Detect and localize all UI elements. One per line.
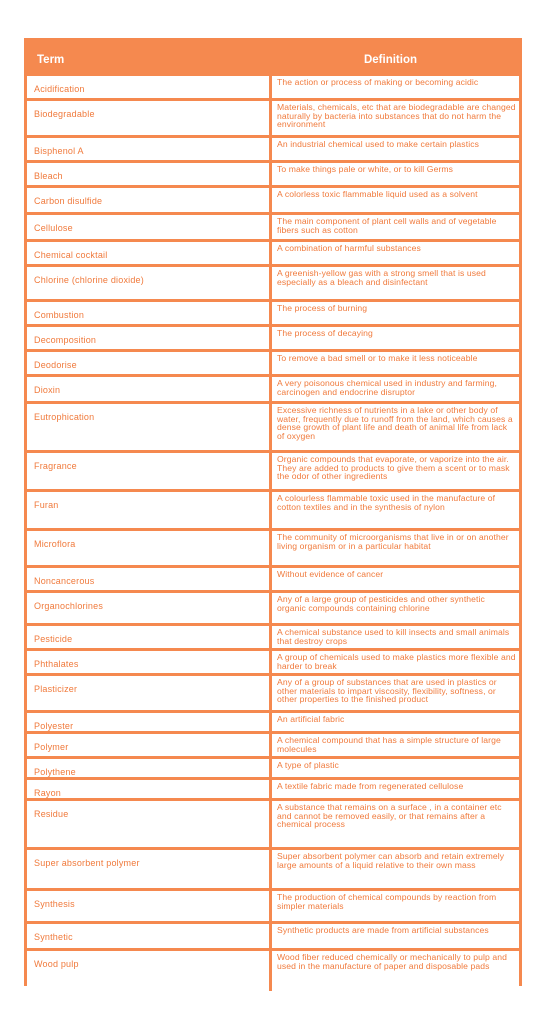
definition-cell: To make things pale or white, or to kill Germs bbox=[272, 163, 519, 185]
definition-cell: An artificial fabric bbox=[272, 713, 519, 731]
definition-cell: Any of a group of substances that are used in plastics or other materials to impart viscosity, flexibility, softness, or other properties to the finished product bbox=[272, 676, 519, 710]
table-row bbox=[27, 626, 519, 648]
definition-cell: Organic compounds that evaporate, or vaporize into the air. They are added to products to give them a scent or to mask the odor of other ingredients bbox=[272, 453, 519, 489]
table-row bbox=[27, 713, 519, 731]
table-row bbox=[27, 215, 519, 239]
table-row bbox=[27, 531, 519, 565]
definition-cell: A combination of harmful substances bbox=[272, 242, 519, 264]
table-row bbox=[27, 302, 519, 324]
term-cell: Polyester bbox=[27, 713, 272, 731]
table-row bbox=[27, 891, 519, 921]
term-cell: Plasticizer bbox=[27, 676, 272, 710]
definition-cell: A textile fabric made from regenerated cellulose bbox=[272, 780, 519, 798]
definition-cell: The action or process of making or becoming acidic bbox=[272, 76, 519, 98]
definition-cell: A colorless toxic flammable liquid used as a solvent bbox=[272, 188, 519, 212]
definition-cell: A greenish-yellow gas with a strong smell that is used especially as a bleach and disinfectant bbox=[272, 267, 519, 299]
term-cell: Bisphenol A bbox=[27, 138, 272, 160]
glossary-rows bbox=[27, 76, 519, 991]
term-cell: Noncancerous bbox=[27, 568, 272, 590]
term-cell: Polythene bbox=[27, 759, 272, 777]
definition-cell: The process of burning bbox=[272, 302, 519, 324]
term-cell: Rayon bbox=[27, 780, 272, 798]
table-row bbox=[27, 850, 519, 888]
table-row bbox=[27, 924, 519, 948]
definition-cell: The main component of plant cell walls and of vegetable fibers such as cotton bbox=[272, 215, 519, 239]
term-cell: Chemical cocktail bbox=[27, 242, 272, 264]
header-row bbox=[27, 43, 519, 73]
term-cell: Bleach bbox=[27, 163, 272, 185]
term-cell: Wood pulp bbox=[27, 951, 272, 991]
definition-cell: Without evidence of cancer bbox=[272, 568, 519, 590]
term-column-header: Term bbox=[27, 43, 272, 73]
definition-cell: A type of plastic bbox=[272, 759, 519, 777]
glossary-grid bbox=[27, 40, 519, 994]
table-row bbox=[27, 593, 519, 623]
definition-cell: A very poisonous chemical used in industry and farming, carcinogen and endocrine disruptor bbox=[272, 377, 519, 401]
table-row bbox=[27, 76, 519, 98]
table-row bbox=[27, 138, 519, 160]
definition-cell: A chemical compound that has a simple structure of large molecules bbox=[272, 734, 519, 756]
definition-cell: The production of chemical compounds by reaction from simpler materials bbox=[272, 891, 519, 921]
definition-cell: A substance that remains on a surface , in a container etc and cannot be removed easily, or that remains after a chemical process bbox=[272, 801, 519, 847]
term-cell: Phthalates bbox=[27, 651, 272, 673]
table-row bbox=[27, 951, 519, 991]
definition-cell: The community of microorganisms that live in or on another living organism or in a particular habitat bbox=[272, 531, 519, 565]
table-row bbox=[27, 676, 519, 710]
term-cell: Pesticide bbox=[27, 626, 272, 648]
table-row bbox=[27, 568, 519, 590]
term-cell: Combustion bbox=[27, 302, 272, 324]
term-cell: Polymer bbox=[27, 734, 272, 756]
table-row bbox=[27, 453, 519, 489]
term-cell: Furan bbox=[27, 492, 272, 528]
table-row bbox=[27, 267, 519, 299]
table-row bbox=[27, 734, 519, 756]
definition-cell: A chemical substance used to kill insects and small animals that destroy crops bbox=[272, 626, 519, 648]
table-row bbox=[27, 101, 519, 135]
definition-cell: A group of chemicals used to make plastics more flexible and harder to break bbox=[272, 651, 519, 673]
definition-cell: Materials, chemicals, etc that are biodegradable are changed naturally by bacteria into substances that do not harm the environment bbox=[272, 101, 519, 135]
term-cell: Dioxin bbox=[27, 377, 272, 401]
glossary-table bbox=[24, 38, 522, 986]
term-cell: Carbon disulfide bbox=[27, 188, 272, 212]
definition-cell: An industrial chemical used to make certain plastics bbox=[272, 138, 519, 160]
definition-cell: Excessive richness of nutrients in a lake or other body of water, frequently due to runoff from the land, which causes a dense growth of plant life and death of animal life from lack of oxygen bbox=[272, 404, 519, 450]
definition-cell: Super absorbent polymer can absorb and retain extremely large amounts of a liquid relative to their own mass bbox=[272, 850, 519, 888]
table-row bbox=[27, 780, 519, 798]
term-cell: Eutrophication bbox=[27, 404, 272, 450]
table-row bbox=[27, 404, 519, 450]
table-row bbox=[27, 242, 519, 264]
term-cell: Organochlorines bbox=[27, 593, 272, 623]
term-cell: Chlorine (chlorine dioxide) bbox=[27, 267, 272, 299]
term-cell: Cellulose bbox=[27, 215, 272, 239]
table-row bbox=[27, 651, 519, 673]
definition-column-header: Definition bbox=[272, 43, 519, 73]
definition-cell: Synthetic products are made from artificial substances bbox=[272, 924, 519, 948]
term-cell: Biodegradable bbox=[27, 101, 272, 135]
table-row bbox=[27, 492, 519, 528]
table-row bbox=[27, 377, 519, 401]
definition-cell: To remove a bad smell or to make it less noticeable bbox=[272, 352, 519, 374]
table-row bbox=[27, 188, 519, 212]
table-row bbox=[27, 801, 519, 847]
definition-cell: Any of a large group of pesticides and other synthetic organic compounds containing chlorine bbox=[272, 593, 519, 623]
table-row bbox=[27, 327, 519, 349]
definition-cell: Wood fiber reduced chemically or mechanically to pulp and used in the manufacture of paper and disposable pads bbox=[272, 951, 519, 991]
term-cell: Synthetic bbox=[27, 924, 272, 948]
definition-cell: The process of decaying bbox=[272, 327, 519, 349]
definition-cell: A colourless flammable toxic used in the manufacture of cotton textiles and in the synthesis of nylon bbox=[272, 492, 519, 528]
term-cell: Microflora bbox=[27, 531, 272, 565]
table-row bbox=[27, 759, 519, 777]
table-row bbox=[27, 352, 519, 374]
term-cell: Decomposition bbox=[27, 327, 272, 349]
term-cell: Acidification bbox=[27, 76, 272, 98]
table-row bbox=[27, 163, 519, 185]
term-cell: Super absorbent polymer bbox=[27, 850, 272, 888]
term-cell: Deodorise bbox=[27, 352, 272, 374]
term-cell: Residue bbox=[27, 801, 272, 847]
term-cell: Synthesis bbox=[27, 891, 272, 921]
term-cell: Fragrance bbox=[27, 453, 272, 489]
